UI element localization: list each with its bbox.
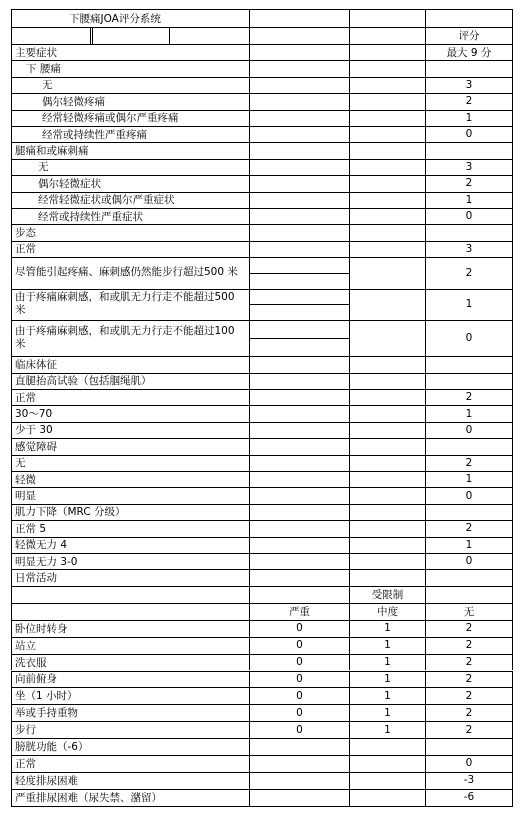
score-severe: 0 [249, 620, 349, 637]
score-value: -6 [425, 789, 513, 806]
bladder-row [11, 755, 513, 772]
table-row [11, 60, 513, 76]
empty-cell [349, 257, 425, 289]
score-value: 1 [425, 110, 513, 126]
activity-label: 向前俯身 [11, 671, 249, 688]
empty-cell [249, 553, 349, 569]
item-label: 轻微 [11, 471, 249, 487]
item-label: 明显无力 3-0 [11, 553, 249, 569]
activity-label: 洗衣服 [11, 654, 249, 671]
activity-label: 站立 [11, 637, 249, 654]
score-severe: 0 [249, 671, 349, 688]
empty-cell [249, 772, 349, 789]
item-label: 临床体征 [11, 356, 249, 372]
item-label: 由于疼痛麻刺感，和或肌无力行走不能超过100 米 [11, 320, 249, 356]
item-label: 少于 30 [11, 422, 249, 438]
score-value [425, 224, 513, 240]
empty-cell [425, 9, 513, 27]
empty-cell [249, 586, 349, 603]
empty-cell [249, 504, 349, 520]
score-severe: 0 [249, 704, 349, 721]
bladder-label: 膀胱功能（-6） [11, 738, 249, 755]
item-label: 无 [11, 159, 249, 175]
item-label: 经常轻微症状或偶尔严重症状 [11, 192, 249, 208]
split-line [250, 338, 349, 339]
score-none: 2 [425, 721, 513, 738]
empty-cell [249, 373, 349, 389]
item-label: 30～70 [11, 405, 249, 421]
table-row [11, 159, 513, 175]
daily-activity-row [11, 704, 513, 721]
activity-label: 举或手持重物 [11, 704, 249, 721]
score-none: 2 [425, 704, 513, 721]
score-severe: 0 [249, 721, 349, 738]
score-value [425, 738, 513, 755]
table-row [11, 405, 513, 421]
item-label: 偶尔轻微疼痛 [11, 93, 249, 109]
score-moderate: 1 [349, 671, 425, 688]
item-label: 直腿抬高试验（包括腘绳肌） [11, 373, 249, 389]
table-row [11, 175, 513, 191]
empty-cell [349, 504, 425, 520]
empty-cell [249, 142, 349, 158]
empty-cell [249, 27, 349, 44]
score-value: 最大 9 分 [425, 44, 513, 60]
empty-cell [249, 738, 349, 755]
empty-cell [249, 77, 349, 93]
score-value [425, 60, 513, 76]
score-value: 2 [425, 175, 513, 191]
daily-activity-row [11, 637, 513, 654]
empty-cell [349, 389, 425, 405]
table-row [11, 553, 513, 569]
empty-cell [349, 27, 425, 44]
daily-activity-row [11, 671, 513, 688]
empty-cell [349, 208, 425, 224]
table-row [11, 257, 513, 289]
joa-score-table [11, 9, 513, 807]
restriction-header: 受限制 [349, 586, 425, 603]
empty-cell [349, 77, 425, 93]
item-label: 日常活动 [11, 569, 249, 585]
item-label: 正常 [11, 241, 249, 257]
score-moderate: 1 [349, 637, 425, 654]
score-header: 评分 [425, 27, 513, 44]
empty-cell [249, 789, 349, 806]
subcell-divider [169, 27, 170, 44]
empty-cell [349, 224, 425, 240]
empty-cell [349, 44, 425, 60]
score-none: 2 [425, 687, 513, 704]
empty-cell [249, 110, 349, 126]
item-label: 步态 [11, 224, 249, 240]
table-row [11, 142, 513, 158]
empty-cell [249, 257, 349, 289]
item-label: 无 [11, 77, 249, 93]
score-value: 0 [425, 320, 513, 356]
empty-cell [349, 159, 425, 175]
daily-activity-row [11, 620, 513, 637]
table-row [11, 389, 513, 405]
score-none: 2 [425, 654, 513, 671]
table-row [11, 504, 513, 520]
item-label: 经常轻微疼痛或偶尔严重疼痛 [11, 110, 249, 126]
empty-cell [349, 175, 425, 191]
empty-cell [349, 789, 425, 806]
table-row [11, 44, 513, 60]
empty-cell [11, 603, 249, 620]
table-row [11, 241, 513, 257]
empty-cell [249, 520, 349, 536]
table-row [11, 320, 513, 356]
score-value: 0 [425, 487, 513, 503]
score-value: 1 [425, 471, 513, 487]
bladder-row [11, 738, 513, 755]
table-row [11, 438, 513, 454]
empty-cell [249, 241, 349, 257]
item-label: 感觉障碍 [11, 438, 249, 454]
activity-label: 步行 [11, 721, 249, 738]
empty-cell [349, 192, 425, 208]
score-value [425, 142, 513, 158]
score-value: 0 [425, 422, 513, 438]
empty-cell [249, 487, 349, 503]
item-label: 轻微无力 4 [11, 537, 249, 553]
col-severe: 严重 [249, 603, 349, 620]
score-none: 2 [425, 620, 513, 637]
split-line [250, 273, 349, 274]
table-row [11, 208, 513, 224]
empty-cell [249, 9, 349, 27]
empty-cell [249, 320, 349, 356]
table-row [11, 537, 513, 553]
score-value: 0 [425, 208, 513, 224]
score-value: 1 [425, 289, 513, 321]
empty-cell [249, 93, 349, 109]
empty-cell [249, 44, 349, 60]
empty-cell [349, 289, 425, 321]
table-row [11, 93, 513, 109]
empty-cell [249, 537, 349, 553]
score-value [425, 504, 513, 520]
bladder-label: 轻度排尿困难 [11, 772, 249, 789]
empty-cell [349, 520, 425, 536]
score-value: 3 [425, 77, 513, 93]
score-severe: 0 [249, 687, 349, 704]
activity-label: 坐（1 小时） [11, 687, 249, 704]
item-label: 正常 5 [11, 520, 249, 536]
score-value: 0 [425, 553, 513, 569]
empty-cell [349, 537, 425, 553]
score-value: 1 [425, 405, 513, 421]
score-moderate: 1 [349, 654, 425, 671]
empty-cell [349, 142, 425, 158]
table-row [11, 471, 513, 487]
score-value [425, 569, 513, 585]
bladder-label: 严重排尿困难（尿失禁、潴留） [11, 789, 249, 806]
table-row [11, 77, 513, 93]
empty-cell [349, 738, 425, 755]
table-row [11, 356, 513, 372]
split-line [250, 304, 349, 305]
bladder-row [11, 789, 513, 806]
empty-cell [349, 471, 425, 487]
empty-cell [249, 422, 349, 438]
item-label: 尽管能引起疼痛、麻刺感仍然能步行超过500 米 [11, 257, 249, 289]
empty-cell [249, 471, 349, 487]
score-value: 3 [425, 241, 513, 257]
score-value: 3 [425, 159, 513, 175]
table-row [11, 192, 513, 208]
score-value [425, 438, 513, 454]
empty-cell [349, 9, 425, 27]
empty-cell [349, 373, 425, 389]
score-value: 2 [425, 455, 513, 471]
empty-cell [249, 192, 349, 208]
item-label: 正常 [11, 389, 249, 405]
col-moderate: 中度 [349, 603, 425, 620]
restriction-cols-row [11, 603, 513, 620]
score-value: 2 [425, 520, 513, 536]
daily-activity-row [11, 654, 513, 671]
empty-cell [349, 772, 425, 789]
score-moderate: 1 [349, 620, 425, 637]
empty-cell [349, 320, 425, 356]
daily-activity-row [11, 721, 513, 738]
table-bottom-border [11, 806, 513, 807]
empty-cell [349, 553, 425, 569]
empty-cell [249, 126, 349, 142]
empty-cell [249, 405, 349, 421]
col-none: 无 [425, 603, 513, 620]
empty-cell [349, 755, 425, 772]
item-label: 无 [11, 455, 249, 471]
empty-cell [11, 586, 249, 603]
score-value: 2 [425, 257, 513, 289]
table-row [11, 520, 513, 536]
table-title: 下腰痛JOA评分系统 [11, 9, 249, 27]
table-row [11, 126, 513, 142]
subcell-divider [92, 27, 93, 44]
header-row-subcells [11, 27, 513, 44]
table-row [11, 569, 513, 585]
item-label: 下 腰痛 [11, 60, 249, 76]
item-label: 偶尔轻微症状 [11, 175, 249, 191]
empty-cell [349, 93, 425, 109]
score-value [425, 373, 513, 389]
empty-cell [425, 586, 513, 603]
score-moderate: 1 [349, 687, 425, 704]
score-moderate: 1 [349, 704, 425, 721]
item-label: 主要症状 [11, 44, 249, 60]
empty-cell [249, 159, 349, 175]
empty-cell [249, 569, 349, 585]
score-none: 2 [425, 637, 513, 654]
empty-cell [349, 455, 425, 471]
empty-cell [249, 755, 349, 772]
item-label: 经常或持续性严重症状 [11, 208, 249, 224]
empty-cell [249, 438, 349, 454]
empty-cell [349, 110, 425, 126]
score-value: 2 [425, 389, 513, 405]
score-value: 0 [425, 755, 513, 772]
header-row-title [11, 9, 513, 27]
score-severe: 0 [249, 654, 349, 671]
empty-cell [349, 241, 425, 257]
table-row [11, 422, 513, 438]
empty-cell [349, 405, 425, 421]
empty-cell [349, 422, 425, 438]
item-label: 腿痛和或麻刺痛 [11, 142, 249, 158]
table-row [11, 289, 513, 321]
table-row [11, 224, 513, 240]
empty-cell [249, 455, 349, 471]
empty-cell [349, 569, 425, 585]
empty-cell [349, 438, 425, 454]
daily-activity-row [11, 687, 513, 704]
score-none: 2 [425, 671, 513, 688]
score-severe: 0 [249, 637, 349, 654]
table-row [11, 487, 513, 503]
table-row [11, 455, 513, 471]
score-value: 1 [425, 192, 513, 208]
empty-cell [349, 356, 425, 372]
empty-cell [249, 60, 349, 76]
title-subcells [11, 27, 249, 44]
item-label: 明显 [11, 487, 249, 503]
empty-cell [249, 389, 349, 405]
bladder-row [11, 772, 513, 789]
table-row [11, 373, 513, 389]
item-label: 经常或持续性严重疼痛 [11, 126, 249, 142]
score-value: 0 [425, 126, 513, 142]
score-value [425, 356, 513, 372]
score-value: 2 [425, 93, 513, 109]
empty-cell [349, 60, 425, 76]
empty-cell [249, 289, 349, 321]
item-label: 由于疼痛麻刺感，和或肌无力行走不能超过500 米 [11, 289, 249, 321]
score-moderate: 1 [349, 721, 425, 738]
item-label: 肌力下降（MRC 分级） [11, 504, 249, 520]
empty-cell [249, 208, 349, 224]
restriction-header-row [11, 586, 513, 603]
bladder-label: 正常 [11, 755, 249, 772]
empty-cell [249, 175, 349, 191]
empty-cell [349, 487, 425, 503]
activity-label: 卧位时转身 [11, 620, 249, 637]
score-value: 1 [425, 537, 513, 553]
empty-cell [249, 224, 349, 240]
empty-cell [249, 356, 349, 372]
subcell-divider [90, 27, 91, 44]
table-row [11, 110, 513, 126]
empty-cell [349, 126, 425, 142]
score-value: -3 [425, 772, 513, 789]
